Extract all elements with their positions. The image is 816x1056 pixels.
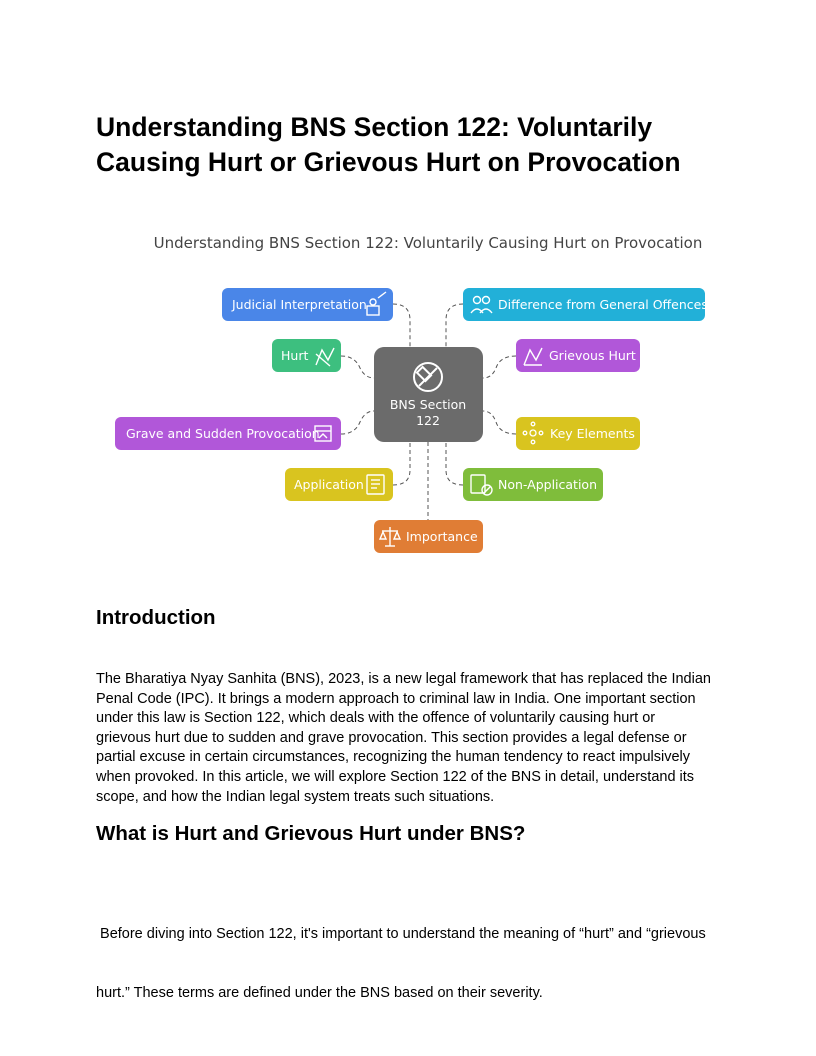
intro-heading: Introduction: [96, 606, 216, 629]
section2-line: hurt.” These terms are defined under the BNS based on their severity.: [96, 984, 543, 1001]
mindmap-diagram: [0, 270, 816, 570]
connector-application: [393, 442, 410, 485]
section2-heading: What is Hurt and Grievous Hurt under BNS?: [96, 822, 526, 845]
node-judicial-interpretation: [222, 288, 393, 321]
node-label: Key Elements: [550, 426, 635, 441]
node-label: Application: [294, 477, 364, 492]
intro-line: under this law is Section 122, which deals with the offence of voluntarily causing hurt or: [96, 710, 656, 727]
node-label: Grievous Hurt: [549, 348, 636, 363]
node-key-elements: [516, 417, 640, 450]
node-label: Non-Application: [498, 477, 597, 492]
intro-line: scope, and how the Indian legal system treats such situations.: [96, 788, 495, 805]
section2-line: Before diving into Section 122, it's important to understand the meaning of “hurt” and “grievous: [96, 926, 706, 943]
connector-hurt: [341, 356, 374, 378]
node-label: Grave and Sudden Provocation: [126, 426, 320, 441]
node-importance: [374, 520, 483, 553]
node-application: [285, 468, 393, 501]
intro-line: Penal Code (IPC). It brings a modern approach to criminal law in India. One important section: [96, 690, 696, 707]
intro-line: partial excuse in certain circumstances, recognizing the human tendency to react impulsively: [96, 749, 690, 766]
connector-difference: [446, 304, 463, 347]
center-label-2: 122: [416, 413, 440, 428]
center-label-1: BNS Section: [389, 397, 467, 412]
node-grievous-hurt: [516, 339, 640, 372]
connector-provocation: [341, 411, 374, 434]
node-label: Difference from General Offences: [498, 297, 708, 312]
node-label: Hurt: [281, 348, 309, 363]
intro-paragraph: [96, 670, 726, 807]
node-label: Judicial Interpretation: [232, 297, 367, 312]
document-title: Understanding BNS Section 122: Voluntarily Causing Hurt or Grievous Hurt on Provocation: [96, 112, 681, 177]
node-grave-sudden-provocation: [115, 417, 341, 450]
connector-grievous: [483, 356, 516, 378]
connector-nonapp: [446, 442, 463, 485]
node-difference-general-offences: [463, 288, 708, 321]
connector-key: [483, 411, 516, 434]
intro-line: when provoked. In this article, we will explore Section 122 of the BNS in detail, understand its: [96, 768, 695, 785]
mindmap-title: Understanding BNS Section 122: Voluntarily Causing Hurt on Provocation: [153, 234, 703, 252]
intro-line: grievous hurt due to sudden and grave provocation. This section provides a legal defense or: [96, 729, 687, 746]
connector-judicial: [393, 304, 410, 347]
node-hurt: [272, 339, 341, 372]
section2-paragraph: [96, 886, 726, 1023]
node-label: Importance: [406, 529, 478, 544]
center-node: [374, 347, 483, 442]
intro-line: The Bharatiya Nyay Sanhita (BNS), 2023, is a new legal framework that has replaced the Indian: [96, 671, 711, 687]
node-non-application: [463, 468, 603, 501]
